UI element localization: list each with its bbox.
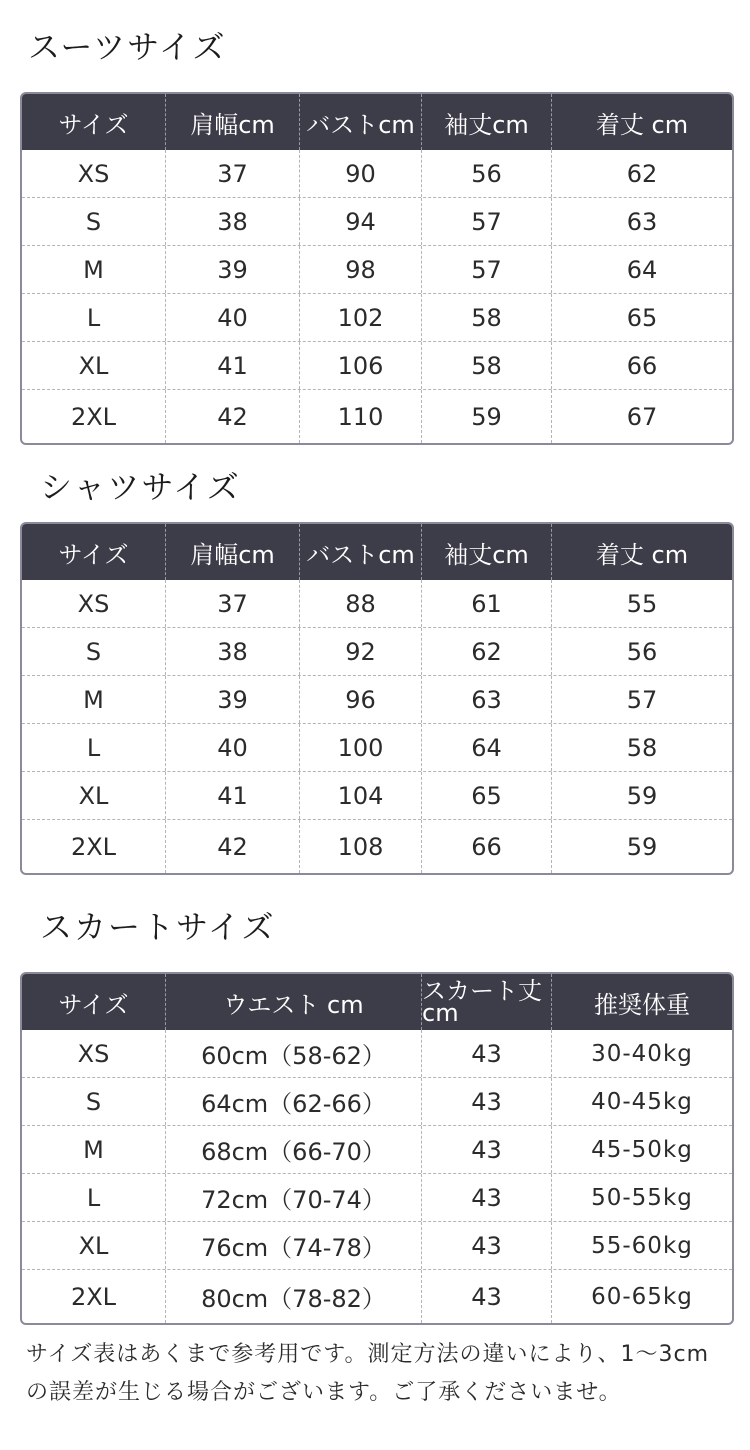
size-cell: L — [22, 724, 166, 771]
header-size: サイズ — [22, 974, 166, 1030]
shoulder-cell: 39 — [166, 676, 300, 723]
size-cell: L — [22, 1174, 166, 1221]
size-cell: 2XL — [22, 820, 166, 873]
shoulder-cell: 38 — [166, 198, 300, 245]
size-cell: S — [22, 628, 166, 675]
shoulder-cell: 42 — [166, 820, 300, 873]
shoulder-cell: 42 — [166, 390, 300, 443]
header-sleeve: 袖丈cm — [422, 524, 552, 580]
table-row — [22, 245, 732, 293]
table-row — [22, 1221, 732, 1269]
bust-cell: 102 — [300, 294, 422, 341]
length-cell: 66 — [626, 351, 658, 380]
table-row — [22, 580, 732, 627]
header-length: 着丈 cm — [595, 110, 689, 139]
waist-cell: 72cm（70-74） — [166, 1174, 422, 1221]
sleeve-cell: 58 — [422, 342, 552, 389]
skirt-length-cell: 43 — [422, 1030, 552, 1077]
length-cell: 58 — [626, 733, 658, 762]
sleeve-cell: 65 — [422, 772, 552, 819]
length-cell: 59 — [626, 832, 658, 861]
waist-cell: 80cm（78-82） — [166, 1270, 422, 1323]
weight-cell: 50-55kg — [591, 1184, 693, 1211]
shirt-size-title: シャツサイズ — [40, 468, 241, 506]
header-length: 着丈 cm — [595, 540, 689, 569]
shoulder-cell: 39 — [166, 246, 300, 293]
size-cell: XL — [22, 342, 166, 389]
size-cell: XS — [22, 150, 166, 197]
size-cell: 2XL — [22, 1270, 166, 1323]
size-cell: XS — [22, 1030, 166, 1077]
waist-cell: 76cm（74-78） — [166, 1222, 422, 1269]
length-cell: 55 — [626, 589, 658, 618]
shirt-size-table — [20, 522, 734, 875]
table-body — [22, 580, 732, 873]
length-cell: 62 — [626, 159, 658, 188]
table-row — [22, 819, 732, 873]
skirt-length-cell: 43 — [422, 1078, 552, 1125]
header-skirt-length: スカート丈 cm — [422, 974, 552, 1030]
sleeve-cell: 58 — [422, 294, 552, 341]
sleeve-cell: 59 — [422, 390, 552, 443]
table-header — [22, 94, 732, 150]
shoulder-cell: 41 — [166, 772, 300, 819]
length-cell: 65 — [626, 303, 658, 332]
length-cell: 56 — [626, 637, 658, 666]
table-row — [22, 389, 732, 443]
table-row — [22, 771, 732, 819]
table-row — [22, 1030, 732, 1077]
bust-cell: 94 — [300, 198, 422, 245]
table-body — [22, 150, 732, 443]
size-disclaimer-note: サイズ表はあくまで参考用です。測定方法の違いにより、1～3cmの誤差が生じる場合がございます。ご了承くださいませ。 — [26, 1342, 710, 1405]
sleeve-cell: 57 — [422, 246, 552, 293]
bust-cell: 106 — [300, 342, 422, 389]
shoulder-cell: 41 — [166, 342, 300, 389]
length-cell: 63 — [626, 207, 658, 236]
size-cell: L — [22, 294, 166, 341]
table-row — [22, 1125, 732, 1173]
length-cell: 67 — [626, 402, 658, 431]
table-row — [22, 150, 732, 197]
table-row — [22, 197, 732, 245]
header-bust: バストcm — [300, 524, 422, 580]
waist-cell: 60cm（58-62） — [166, 1030, 422, 1077]
header-size: サイズ — [22, 524, 166, 580]
sleeve-cell: 57 — [422, 198, 552, 245]
bust-cell: 92 — [300, 628, 422, 675]
size-cell: S — [22, 1078, 166, 1125]
size-cell: S — [22, 198, 166, 245]
size-cell: M — [22, 246, 166, 293]
table-row — [22, 1173, 732, 1221]
weight-cell: 45-50kg — [591, 1136, 693, 1163]
shoulder-cell: 38 — [166, 628, 300, 675]
sleeve-cell: 63 — [422, 676, 552, 723]
table-row — [22, 293, 732, 341]
table-row — [22, 675, 732, 723]
skirt-length-cell: 43 — [422, 1126, 552, 1173]
table-body — [22, 1030, 732, 1323]
size-cell: XS — [22, 580, 166, 627]
bust-cell: 104 — [300, 772, 422, 819]
header-size: サイズ — [22, 94, 166, 150]
length-cell: 64 — [626, 255, 658, 284]
header-shoulder: 肩幅cm — [166, 524, 300, 580]
table-header — [22, 974, 732, 1030]
weight-cell: 40-45kg — [591, 1088, 693, 1115]
weight-cell: 60-65kg — [591, 1283, 693, 1310]
size-cell: M — [22, 676, 166, 723]
sleeve-cell: 61 — [422, 580, 552, 627]
bust-cell: 108 — [300, 820, 422, 873]
suit-size-table — [20, 92, 734, 445]
header-waist: ウエスト cm — [166, 974, 422, 1030]
length-cell: 57 — [626, 685, 658, 714]
header-bust: バストcm — [300, 94, 422, 150]
header-shoulder: 肩幅cm — [166, 94, 300, 150]
bust-cell: 88 — [300, 580, 422, 627]
skirt-size-table — [20, 972, 734, 1325]
size-cell: XL — [22, 772, 166, 819]
bust-cell: 98 — [300, 246, 422, 293]
skirt-size-title: スカートサイズ — [40, 908, 276, 946]
bust-cell: 100 — [300, 724, 422, 771]
bust-cell: 96 — [300, 676, 422, 723]
table-row — [22, 341, 732, 389]
table-row — [22, 723, 732, 771]
table-row — [22, 1269, 732, 1323]
waist-cell: 68cm（66-70） — [166, 1126, 422, 1173]
header-sleeve: 袖丈cm — [422, 94, 552, 150]
table-row — [22, 627, 732, 675]
weight-cell: 55-60kg — [591, 1232, 693, 1259]
sleeve-cell: 64 — [422, 724, 552, 771]
shoulder-cell: 40 — [166, 724, 300, 771]
sleeve-cell: 66 — [422, 820, 552, 873]
header-recommended-weight: 推奨体重 — [594, 990, 690, 1019]
sleeve-cell: 56 — [422, 150, 552, 197]
skirt-length-cell: 43 — [422, 1270, 552, 1323]
skirt-length-cell: 43 — [422, 1174, 552, 1221]
size-cell: 2XL — [22, 390, 166, 443]
suit-size-title: スーツサイズ — [28, 28, 227, 66]
table-header — [22, 524, 732, 580]
shoulder-cell: 37 — [166, 150, 300, 197]
weight-cell: 30-40kg — [591, 1040, 693, 1067]
bust-cell: 90 — [300, 150, 422, 197]
shoulder-cell: 37 — [166, 580, 300, 627]
size-cell: XL — [22, 1222, 166, 1269]
size-cell: M — [22, 1126, 166, 1173]
table-row — [22, 1077, 732, 1125]
waist-cell: 64cm（62-66） — [166, 1078, 422, 1125]
sleeve-cell: 62 — [422, 628, 552, 675]
bust-cell: 110 — [300, 390, 422, 443]
shoulder-cell: 40 — [166, 294, 300, 341]
length-cell: 59 — [626, 781, 658, 810]
skirt-length-cell: 43 — [422, 1222, 552, 1269]
